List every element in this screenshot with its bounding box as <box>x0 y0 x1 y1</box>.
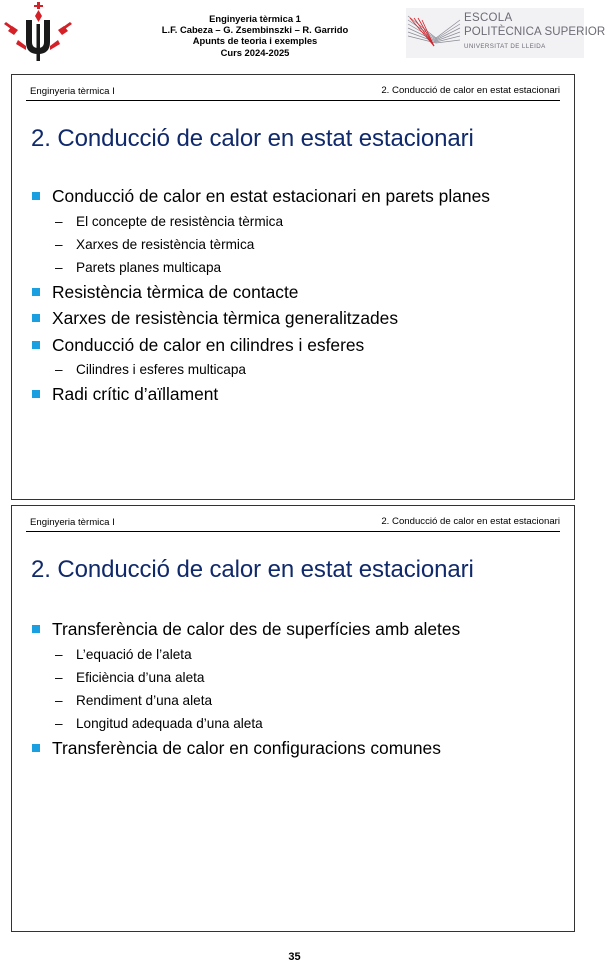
bullet-text: Transferència de calor en configuracions comunes <box>52 737 441 758</box>
slide-course-label: Enginyeria tèrmica I <box>30 86 115 97</box>
sub-bullet-item <box>30 712 560 735</box>
slide-2 <box>11 505 575 932</box>
slide-1 <box>11 74 575 500</box>
slide-header-rule <box>26 531 560 532</box>
header-course-title: Enginyeria tèrmica 1 <box>209 13 301 24</box>
bullet-list <box>30 183 560 408</box>
header-document-type: Apunts de teoria i exemples <box>192 35 318 47</box>
bullet-item <box>30 616 560 643</box>
sub-bullet-item <box>30 210 560 233</box>
dash-marker: – <box>55 213 63 229</box>
header-academic-year: Curs 2024-2025 <box>220 46 290 58</box>
bullet-list <box>30 616 560 761</box>
dash-marker: – <box>55 646 63 662</box>
sub-bullet-item <box>30 689 560 712</box>
sub-bullet-text: L’equació de l’aleta <box>76 646 192 662</box>
slide-course-label: Enginyeria tèrmica I <box>30 517 115 528</box>
sub-bullet-item <box>30 643 560 666</box>
bullet-square-icon <box>32 744 40 752</box>
bullet-square-icon <box>32 625 40 633</box>
bullet-text: Conducció de calor en estat estacionari en parets planes <box>52 186 490 206</box>
sub-bullet-text: Parets planes multicapa <box>76 259 222 275</box>
sub-bullet-text: Rendiment d’una aleta <box>76 692 213 708</box>
sub-bullet-text: Eficiència d’una aleta <box>76 669 205 685</box>
course-header <box>130 13 380 58</box>
sub-bullet-text: Cilindres i esferes multicapa <box>76 362 246 377</box>
bullet-item <box>30 279 560 306</box>
dash-marker: – <box>55 715 63 731</box>
slide-title: 2. Conducció de calor en estat estacionari <box>31 125 474 152</box>
bullet-text: Xarxes de resistència tèrmica generalitzades <box>52 308 399 328</box>
page-header <box>0 0 605 66</box>
slide-section-label: 2. Conducció de calor en estat estacionari <box>381 85 560 96</box>
dash-marker: – <box>55 259 63 275</box>
bullet-text: Radi crític d’aïllament <box>52 384 219 404</box>
sub-bullet-item <box>30 358 560 381</box>
school-name-line2: POLITÈCNICA SUPERIOR <box>464 26 605 38</box>
sub-bullet-text: Longitud adequada d’una aleta <box>76 715 263 731</box>
dash-marker: – <box>55 669 63 685</box>
bullet-square-icon <box>32 390 40 398</box>
dash-marker: – <box>55 236 63 252</box>
university-crest-logo <box>4 0 72 62</box>
bullet-item <box>30 735 560 762</box>
bullet-text: Resistència tèrmica de contacte <box>52 281 299 302</box>
bullet-item <box>30 332 560 359</box>
bullet-text: Conducció de calor en cilindres i esferes <box>52 334 365 355</box>
bullet-item <box>30 381 560 408</box>
dash-marker: – <box>55 362 63 377</box>
header-authors: L.F. Cabeza – G. Zsembinszki – R. Garrido <box>161 24 349 36</box>
bullet-text: Transferència de calor des de superfícies amb aletes <box>52 619 461 639</box>
bullet-item <box>30 305 560 332</box>
bullet-item <box>30 183 560 210</box>
sub-bullet-item <box>30 256 560 279</box>
slide-section-label: 2. Conducció de calor en estat estacionari <box>381 516 560 527</box>
sub-bullet-item <box>30 233 560 256</box>
page-number: 35 <box>288 951 301 963</box>
slide-title: 2. Conducció de calor en estat estacionari <box>31 556 474 583</box>
school-name-line1: ESCOLA <box>464 12 513 24</box>
school-logo <box>406 8 605 58</box>
school-emblem-icon <box>406 8 462 58</box>
bullet-square-icon <box>32 192 40 200</box>
bullet-square-icon <box>32 288 40 296</box>
university-name: UNIVERSITAT DE LLEIDA <box>464 43 546 50</box>
bullet-square-icon <box>32 314 40 322</box>
dash-marker: – <box>55 692 63 708</box>
slide-header-rule <box>26 100 560 101</box>
sub-bullet-text: Xarxes de resistència tèrmica <box>76 236 255 252</box>
bullet-square-icon <box>32 341 40 349</box>
sub-bullet-item <box>30 666 560 689</box>
sub-bullet-text: El concepte de resistència tèrmica <box>76 213 284 229</box>
